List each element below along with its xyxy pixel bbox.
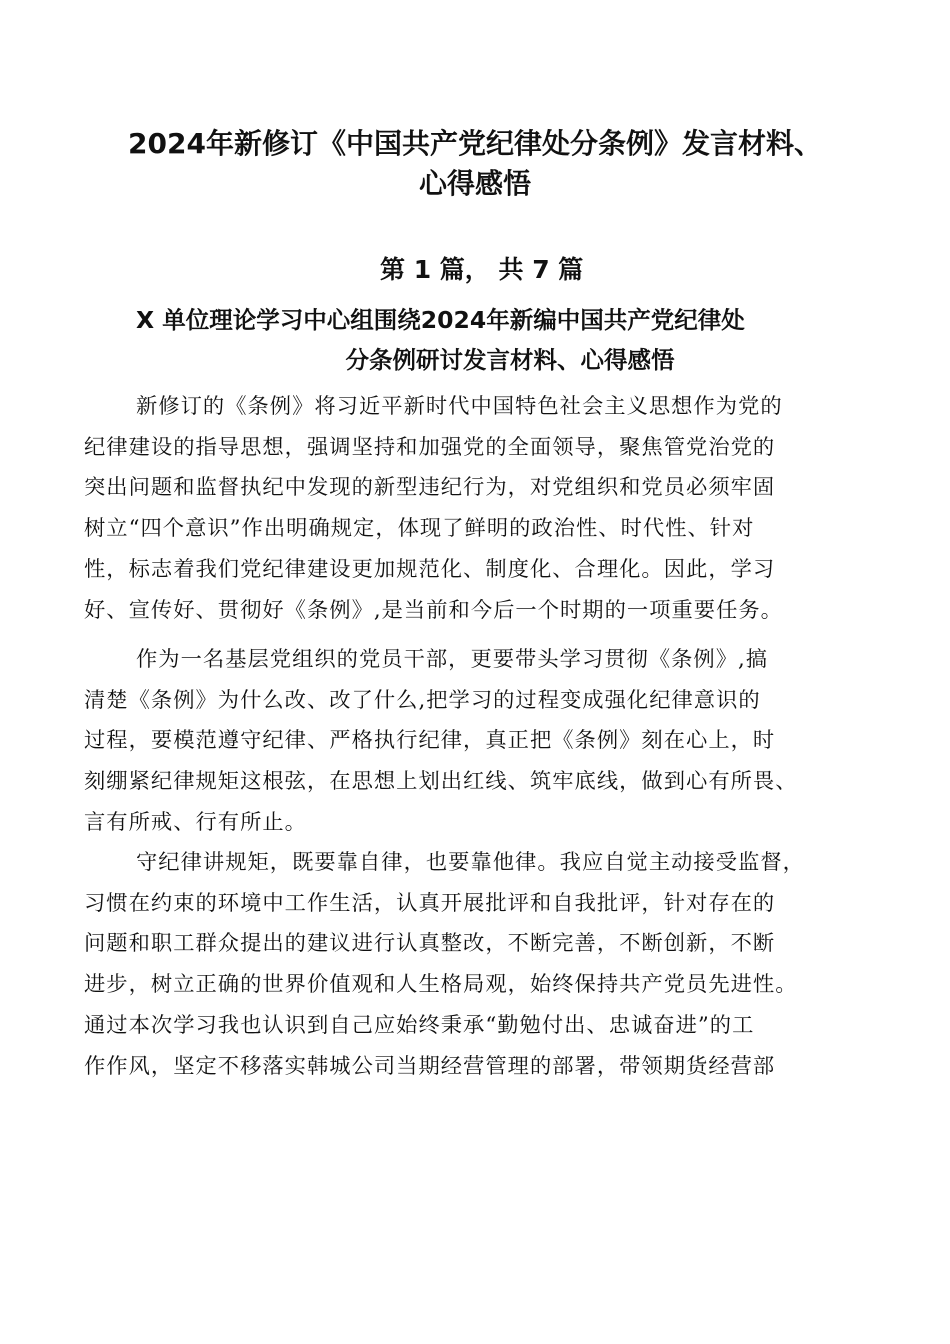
paragraph-line: 清楚《条例》为什么改、改了什么,把学习的过程变成强化纪律意识的 <box>84 687 761 713</box>
section-heading <box>120 300 880 380</box>
paragraph-line: 性，标志着我们党纪律建设更加规范化、制度化、合理化。因此，学习 <box>84 556 776 582</box>
paragraph-line: 纪律建设的指导思想，强调坚持和加强党的全面领导，聚焦管党治党的 <box>84 434 776 460</box>
paragraph-line: 问题和职工群众提出的建议进行认真整改，不断完善，不断创新，不断 <box>84 931 776 957</box>
body-paragraph <box>84 387 874 631</box>
heading-line: 分条例研讨发言材料、心得感悟 <box>345 346 675 374</box>
paragraph-line: 习惯在约束的环境中工作生活，认真开展批评和自我批评，针对存在的 <box>84 890 776 916</box>
paragraph-line: 通过本次学习我也认识到自己应始终秉承“勤勉付出、忠诚奋进”的工 <box>84 1012 755 1038</box>
paragraph-line: 突出问题和监督执纪中发现的新型违纪行为，对党组织和党员必须牢固 <box>84 475 776 501</box>
paragraph-line: 刻绷紧纪律规矩这根弦，在思想上划出红线、筑牢底线，做到心有所畏、 <box>84 769 798 795</box>
chapter-indicator: 第 1 篇， 共 7 篇 <box>380 255 584 284</box>
paragraph-line: 过程，要模范遵守纪律、严格执行纪律，真正把《条例》刻在心上，时 <box>84 728 776 754</box>
paragraph-line: 新修订的《条例》将习近平新时代中国特色社会主义思想作为党的 <box>136 394 783 419</box>
paragraph-line: 好、宣传好、贯彻好《条例》,是当前和今后一个时期的一项重要任务。 <box>84 597 783 623</box>
title-line: 2024年新修订《中国共产党纪律处分条例》发言材料、 <box>128 127 822 160</box>
paragraph-line: 进步，树立正确的世界价值观和人生格局观，始终保持共产党员先进性。 <box>84 972 798 998</box>
paragraph-line: 作为一名基层党组织的党员干部，更要带头学习贯彻《条例》,搞 <box>136 647 769 672</box>
paragraph-line: 作作风，坚定不移落实韩城公司当期经营管理的部署，带领期货经营部 <box>84 1053 776 1079</box>
paragraph-line: 言有所戒、行有所止。 <box>84 809 307 835</box>
document-title <box>70 124 880 204</box>
body-paragraph <box>84 843 874 1087</box>
paragraph-line: 树立“四个意识”作出明确规定，体现了鲜明的政治性、时代性、针对 <box>84 516 755 542</box>
title-line: 心得感悟 <box>418 167 531 200</box>
paragraph-line: 守纪律讲规矩，既要靠自律，也要靠他律。我应自觉主动接受监督， <box>136 850 805 875</box>
heading-line: X 单位理论学习中心组围绕2024年新编中国共产党纪律处 <box>136 306 745 334</box>
body-paragraph <box>84 640 874 844</box>
